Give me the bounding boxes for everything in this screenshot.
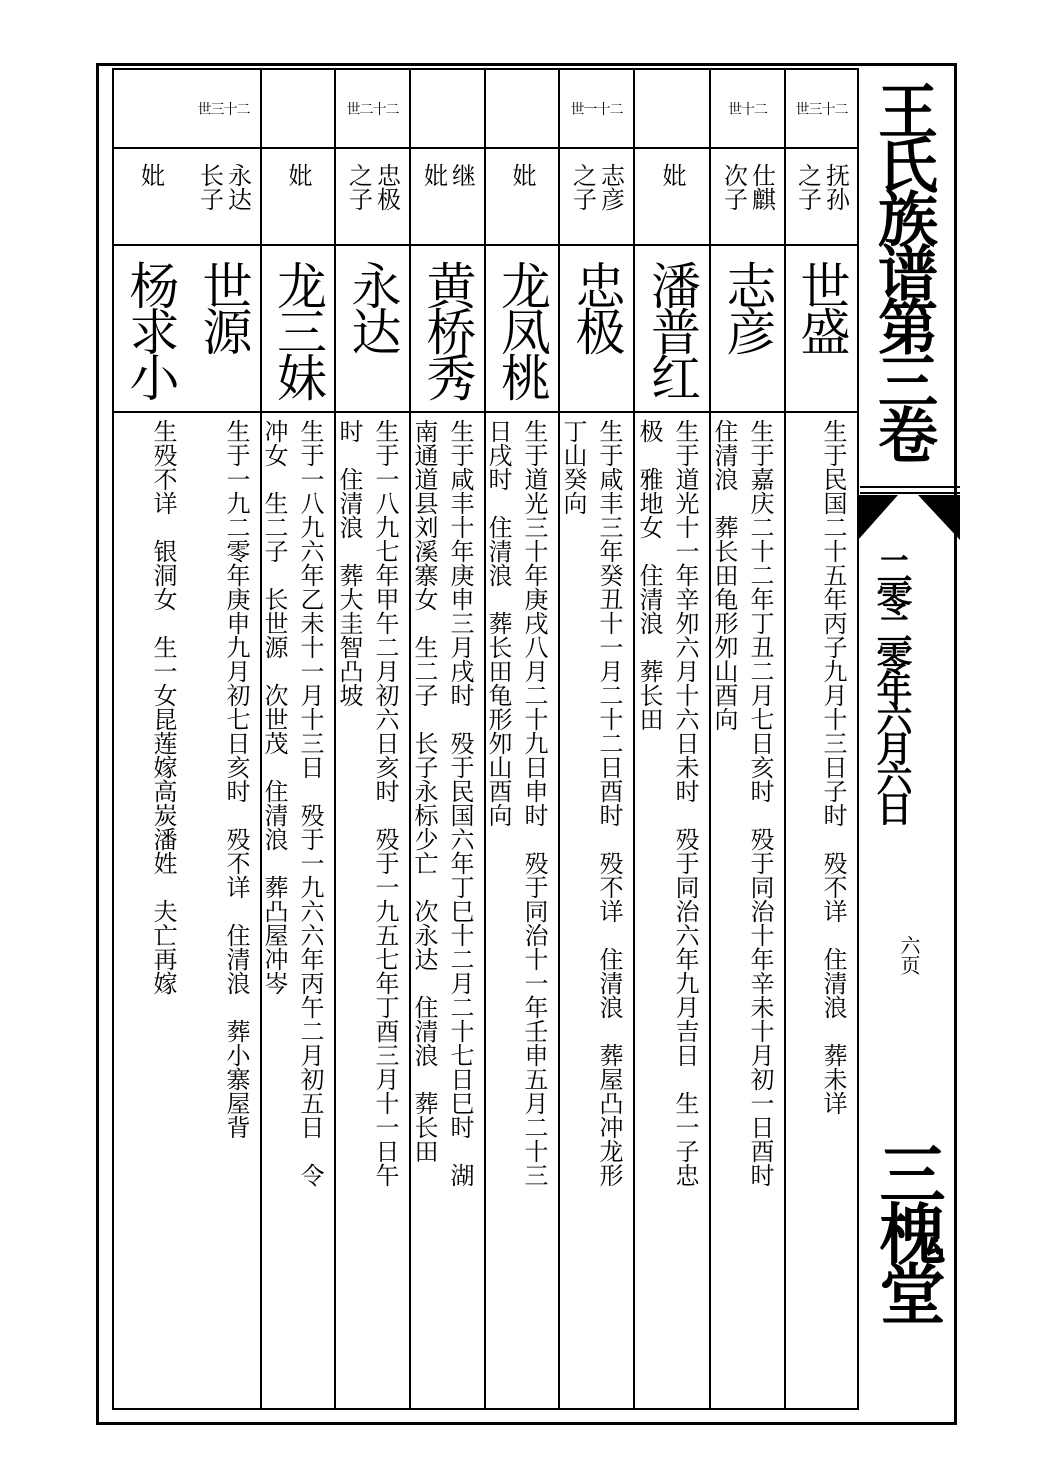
hall-name: 三槐堂	[868, 1140, 946, 1320]
relation-label: 妣	[136, 163, 165, 187]
ornament-triangles	[858, 495, 960, 545]
relation-label: 志彦 之子	[568, 163, 625, 211]
biography-text: 生于一九二零年庚申九月初七日亥时 殁不详 住清浪 葬小寨屋背	[222, 419, 250, 1139]
genealogy-table	[112, 68, 859, 1410]
person-name: 世盛	[792, 260, 851, 352]
person-name: 永达	[343, 260, 402, 352]
record-column	[262, 70, 336, 1408]
relation-label: 永达 长子	[195, 163, 252, 211]
biography-text: 生于一八九六年乙未十一月十三日 殁于一九六六年丙午二月初五日 令 冲女 生二子 长世源 次世茂 住清浪 葬凸屋冲岑	[260, 419, 324, 1187]
relation-label: 妣	[284, 163, 312, 187]
person-name: 世源	[194, 260, 253, 352]
relation-label: 继 妣	[419, 163, 476, 187]
generation-label: 世一十二	[570, 101, 623, 118]
biography-text: 生于嘉庆二十二年丁丑二月七日亥时 殁于同治十年辛未十月初一日酉时 住清浪 葬长田龟形夘山酉向	[710, 419, 774, 1187]
record-column	[187, 70, 262, 1408]
relation-label: 妣	[508, 163, 536, 187]
biography-text: 生于一八九七年甲午二月初六日亥时 殁于一九五七年丁酉三月十一日午 时 住清浪 葬大圭智凸坡	[335, 419, 399, 1187]
person-name: 龙三妹	[269, 260, 327, 398]
relation-label: 妣	[658, 163, 686, 187]
record-column	[114, 70, 187, 1408]
person-name: 龙凤桃	[493, 260, 551, 398]
person-name: 潘普红	[643, 260, 701, 398]
compile-date: 二零二零年六月六日	[871, 550, 913, 820]
generation-label: 世三十二	[795, 101, 848, 118]
record-column	[711, 70, 786, 1408]
record-column	[635, 70, 711, 1408]
generation-label: 世三十二	[197, 101, 250, 118]
biography-text: 生殁不详 银洞女 生一女昆莲嫁高炭潘姓 夫亡再嫁	[149, 419, 177, 995]
person-name: 志彦	[718, 260, 777, 352]
biography-text: 生于道光十一年辛夘六月十六日未时 殁于同治六年九月吉日 生一子忠 极 雅地女 住清浪 葬长田	[635, 419, 699, 1187]
title-rule	[860, 492, 960, 494]
relation-label: 忠极 之子	[344, 163, 401, 211]
person-name: 忠极	[567, 260, 626, 352]
person-name: 杨求小	[121, 260, 180, 398]
person-name: 黄桥秀	[418, 260, 477, 398]
biography-text: 生于民国二十五年丙子九月十三日子时 殁不详 住清浪 葬未详	[819, 419, 847, 1115]
record-column	[336, 70, 411, 1408]
generation-label: 世二十二	[346, 101, 399, 118]
record-column	[411, 70, 486, 1408]
biography-text: 生于咸丰十年庚申三月戌时 殁于民国六年丁巳十二月二十七日巳时 湖 南通道县刘溪寨女 生二子 长子永标少亡 次永达 住清浪 葬长田	[410, 419, 474, 1187]
relation-label: 仕麒 次子	[719, 163, 776, 211]
biography-text: 生于咸丰三年癸丑十一月二十二日酉时 殁不详 住清浪 葬屋凸冲龙形 丁山癸向	[559, 419, 623, 1187]
title-rule	[860, 486, 960, 488]
record-column	[486, 70, 560, 1408]
page-number: 六页	[897, 935, 921, 975]
relation-label: 抚孙 之子	[793, 163, 850, 211]
book-title: 王氏族谱第三卷	[868, 80, 938, 458]
biography-text: 生于道光三十年庚戌八月二十九日申时 殁于同治十一年壬申五月二十三 日戌时 住清浪 葬长田龟形夘山酉向	[484, 419, 548, 1187]
record-column	[786, 70, 859, 1408]
record-column	[560, 70, 635, 1408]
generation-label: 世十二	[728, 101, 767, 118]
